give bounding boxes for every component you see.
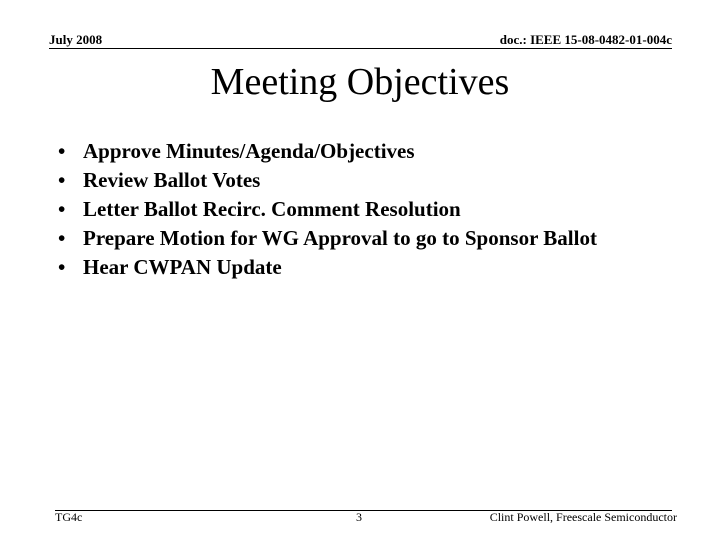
bullet-icon: •	[58, 226, 66, 250]
bullet-text: Letter Ballot Recirc. Comment Resolution	[83, 197, 461, 221]
header-date: July 2008	[49, 32, 103, 47]
header-divider	[49, 48, 672, 49]
footer-page-number: 3	[356, 510, 362, 524]
bullet-icon: •	[58, 139, 66, 163]
slide-title: Meeting Objectives	[210, 61, 510, 103]
bullet-text: Review Ballot Votes	[83, 168, 261, 192]
footer-author: Clint Powell, Freescale Semiconductor	[489, 510, 677, 524]
bullet-icon: •	[58, 197, 66, 221]
footer-group-label: TG4c	[55, 510, 83, 524]
bullet-text: Hear CWPAN Update	[83, 255, 282, 279]
bullet-text: Approve Minutes/Agenda/Objectives	[83, 139, 415, 163]
bullet-text: Prepare Motion for WG Approval to go to Sponsor Ballot	[83, 226, 597, 250]
header-doc-id: doc.: IEEE 15-08-0482-01-004c	[499, 32, 672, 47]
bullet-icon: •	[58, 255, 66, 279]
bullet-icon: •	[58, 168, 66, 192]
